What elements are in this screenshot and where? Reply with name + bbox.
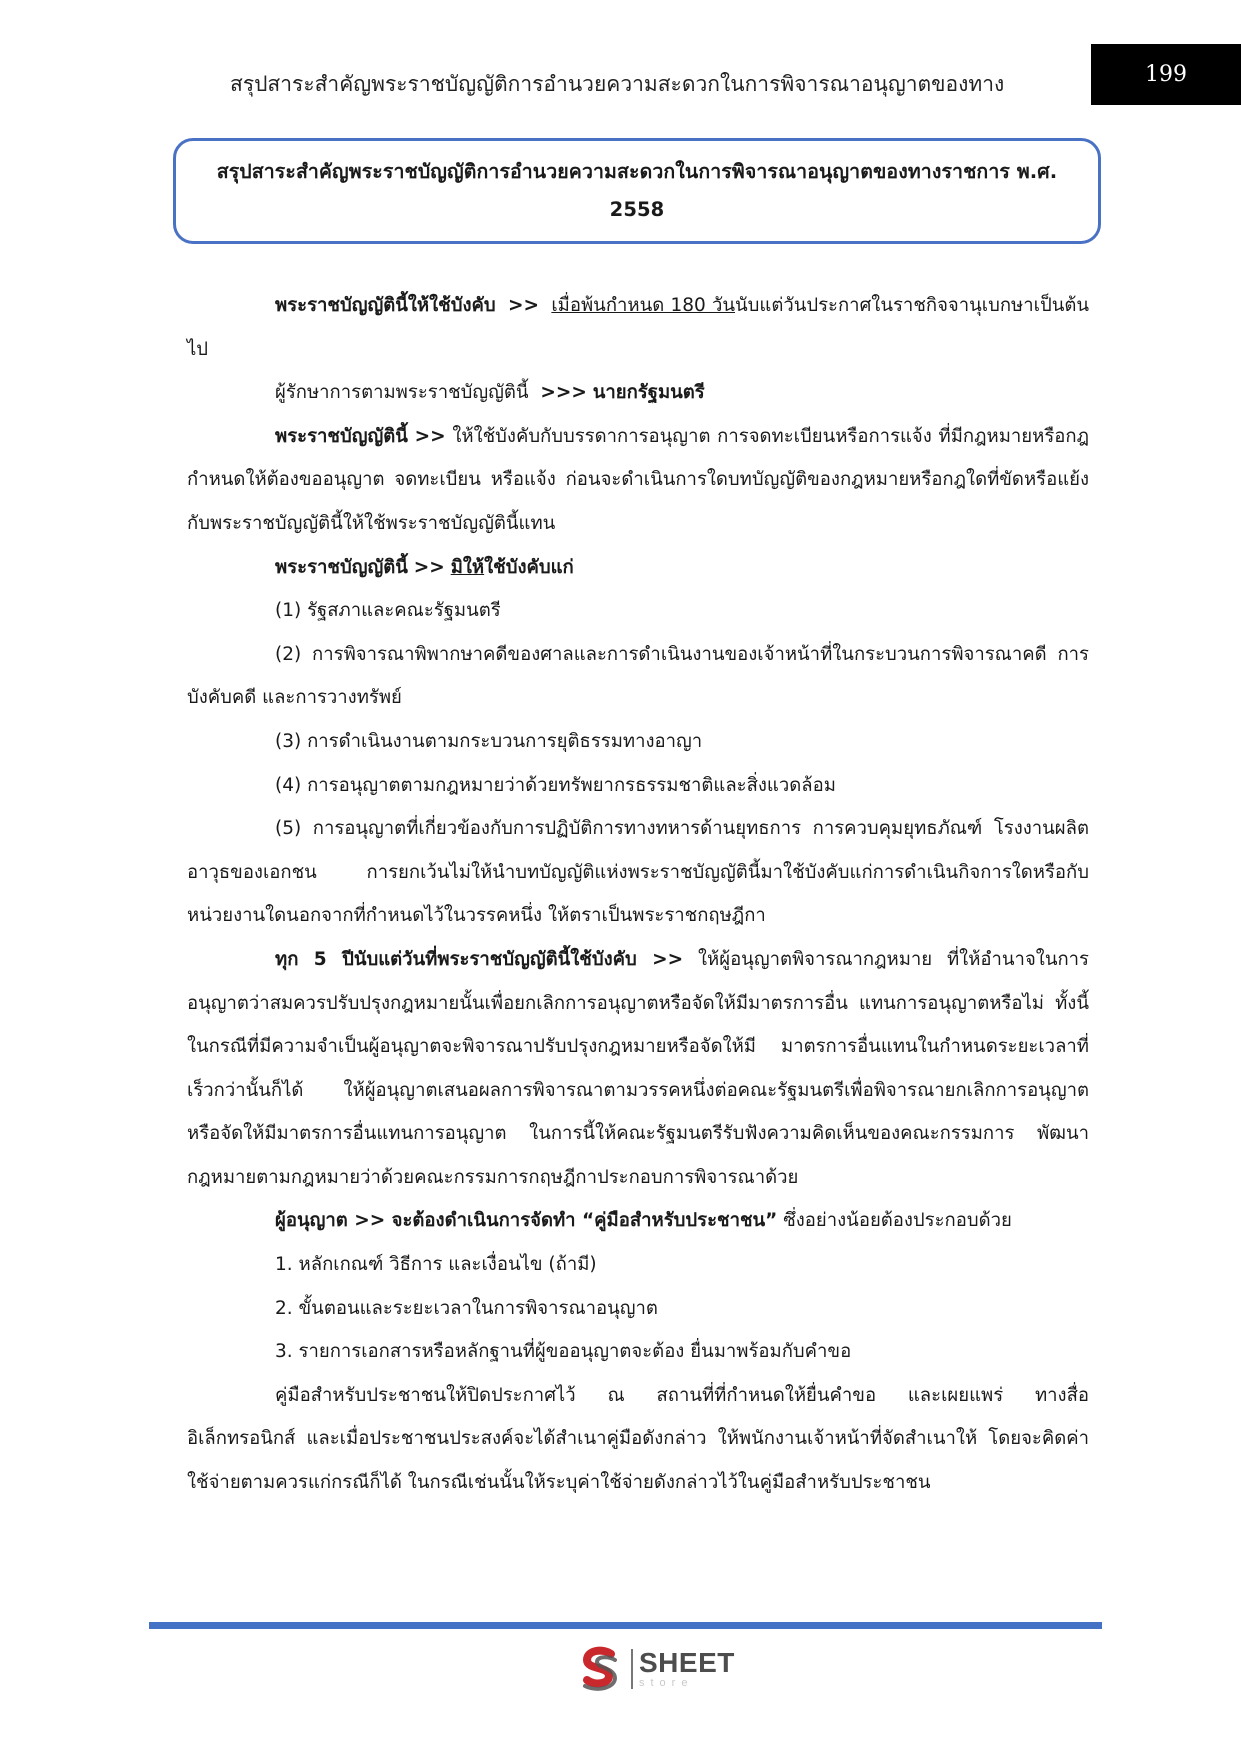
sheet-store-logo — [575, 1644, 735, 1694]
p3-bold: พระราชบัญญัตินี้ — [275, 425, 408, 447]
exemption-item: (3) การดำเนินงานตามกระบวนการยุติธรรมทางอาญา — [275, 730, 703, 752]
p1-bold: พระราชบัญญัตินี้ให้ใช้บังคับ — [275, 295, 496, 316]
p1-underlined: เมื่อพ้นกำหนด 180 วัน — [551, 295, 735, 316]
page-number: 199 — [1145, 62, 1187, 87]
title-line-2: 2558 — [609, 198, 665, 221]
p4-bold-rest: ใช้บังคับแก่ — [484, 556, 574, 578]
exemption-item: (1) รัฐสภาและคณะรัฐมนตรี — [275, 600, 501, 622]
p5-rest: ให้ผู้อนุญาตพิจารณากฎหมาย ที่ให้อำนาจในการอนุญาตว่าสมควรปรับปรุงกฎหมายนั้นเพื่อยกเลิกการอนุญาตหรือจัดให้มีมาตรการอื่น แทนการอนุญาตหรือไม่ ทั้งนี้ ในกรณีที่มีความจำเป็นผู้อนุญาตจะพิจารณาปรับปรุงกฎหมายหรือจัดให้มี มาตรการอื่นแทนในกำหนดระยะเวลาที่เร็วกว่านั้นก็ได้ ให้ผู้อนุญาตเสนอผลการพิจารณาตามวรรคหนึ่งต่อคณะรัฐมนตรีเพื่อพิจารณายกเลิกการอนุญาต หรือจัดให้มีมาตรการอื่นแทนการอนุญาต ในการนี้ให้คณะรัฐมนตรีรับฟังความคิดเห็นของคณะกรรมการ พัฒนากฎหมายตามกฎหมายว่าด้วยคณะกรรมการกฤษฎีกาประกอบการพิจารณาด้วย — [187, 948, 1089, 1188]
title-line-1: สรุปสาระสำคัญพระราชบัญญัติการอำนวยความสะดวกในการพิจารณาอนุญาตของทางราชการ พ.ศ. — [216, 160, 1058, 183]
p6-rest: ซึ่งอย่างน้อยต้องประกอบด้วย — [783, 1210, 1012, 1232]
manual-item: 2. ขั้นตอนและระยะเวลาในการพิจารณาอนุญาต — [275, 1297, 658, 1319]
exemption-item: (4) การอนุญาตตามกฎหมายว่าด้วยทรัพยากรธรรมชาติและสิ่งแวดล้อม — [275, 774, 836, 796]
logo-separator — [631, 1649, 633, 1689]
p2-text: ผู้รักษาการตามพระราชบัญญัตินี้ — [275, 382, 529, 404]
p1-arrow: >> — [507, 295, 539, 316]
exemption-item: (2) การพิจารณาพิพากษาคดีของศาลและการดำเนินงานของเจ้าหน้าที่ในกระบวนการพิจารณาคดี การบังคับคดี และการวางทรัพย์ — [187, 643, 1089, 709]
logo-subword: store — [639, 1677, 694, 1689]
exemption-item: (5) การอนุญาตที่เกี่ยวข้องกับการปฏิบัติการทางทหารด้านยุทธการ การควบคุมยุทธภัณฑ์ โรงงานผลิตอาวุธของเอกชน การยกเว้นไม่ให้นำบทบัญญัติแห่งพระราชบัญญัตินี้มาใช้บังคับแก่การดำเนินกิจการใดหรือกับ หน่วยงานใดนอกจากที่กำหนดไว้ในวรรคหนึ่ง ให้ตราเป็นพระราชกฤษฎีกา — [187, 818, 1089, 927]
running-header: สรุปสาระสำคัญพระราชบัญญัติการอำนวยความสะดวกในการพิจารณาอนุญาตของทาง — [230, 72, 1005, 96]
p4-bold: พระราชบัญญัตินี้ — [275, 556, 408, 578]
p4-underlined: มิให้ — [450, 556, 485, 578]
paragraph-effective-date — [187, 284, 1089, 371]
document-body — [187, 284, 1089, 1505]
paragraph-five-year-review — [187, 938, 1089, 1200]
logo-text — [639, 1649, 735, 1689]
paragraph-manual — [187, 1199, 1089, 1243]
logo-s-icon — [575, 1644, 625, 1694]
footer-rule — [149, 1622, 1102, 1629]
p6-bold: ผู้อนุญาต >> จะต้องดำเนินการจัดทำ “คู่มือสำหรับประชาชน” — [275, 1210, 778, 1232]
manual-item: 3. รายการเอกสารหรือหลักฐานที่ผู้ขออนุญาตจะต้อง ยื่นมาพร้อมกับคำขอ — [275, 1341, 852, 1363]
manual-item: 1. หลักเกณฑ์ วิธีการ และเงื่อนไข (ถ้ามี) — [275, 1254, 597, 1276]
p2-arrow: >>> — [540, 382, 587, 404]
paragraph-manual-publication: คู่มือสำหรับประชาชนให้ปิดประกาศไว้ ณ สถานที่ที่กำหนดให้ยื่นคำขอ และเผยแพร่ ทางสื่ออิเล็กทรอนิกส์ และเมื่อประชาชนประสงค์จะได้สำเนาคู่มือดังกล่าว ให้พนักงานเจ้าหน้าที่จัดสำเนาให้ โดยจะคิดค่าใช้จ่ายตามควรแก่กรณีก็ได้ ในกรณีเช่นนั้นให้ระบุค่าใช้จ่ายดังกล่าวไว้ในคู่มือสำหรับประชาชน — [187, 1384, 1089, 1494]
p2-bold: นายกรัฐมนตรี — [592, 382, 705, 404]
logo-word: SHEET — [639, 1647, 735, 1678]
page-number-box — [1091, 44, 1241, 105]
paragraph-administrator — [187, 371, 1089, 415]
paragraph-exclusions-heading — [187, 546, 1089, 590]
paragraph-scope — [187, 415, 1089, 546]
p4-arrow: >> — [413, 556, 445, 578]
p3-rest: ให้ใช้บังคับกับบรรดาการอนุญาต การจดทะเบียนหรือการแจ้ง ที่มีกฎหมายหรือกฎกำหนดให้ต้องขออนุญาต จดทะเบียน หรือแจ้ง ก่อนจะดำเนินการใดบทบัญญัติของกฎหมายหรือกฎใดที่ขัดหรือแย้งกับพระราชบัญญัตินี้ให้ใช้พระราชบัญญัตินี้แทน — [187, 425, 1089, 534]
p1-rest: นับแต่วันประกาศในราชกิจจานุเบกษาเป็นต้นไป — [187, 295, 1090, 360]
p3-arrow: >> — [414, 425, 446, 447]
p5-bold: ทุก 5 ปีนับแต่วันที่พระราชบัญญัตินี้ใช้บังคับ >> — [275, 948, 684, 970]
title-box — [173, 138, 1101, 244]
document-title — [217, 153, 1058, 229]
